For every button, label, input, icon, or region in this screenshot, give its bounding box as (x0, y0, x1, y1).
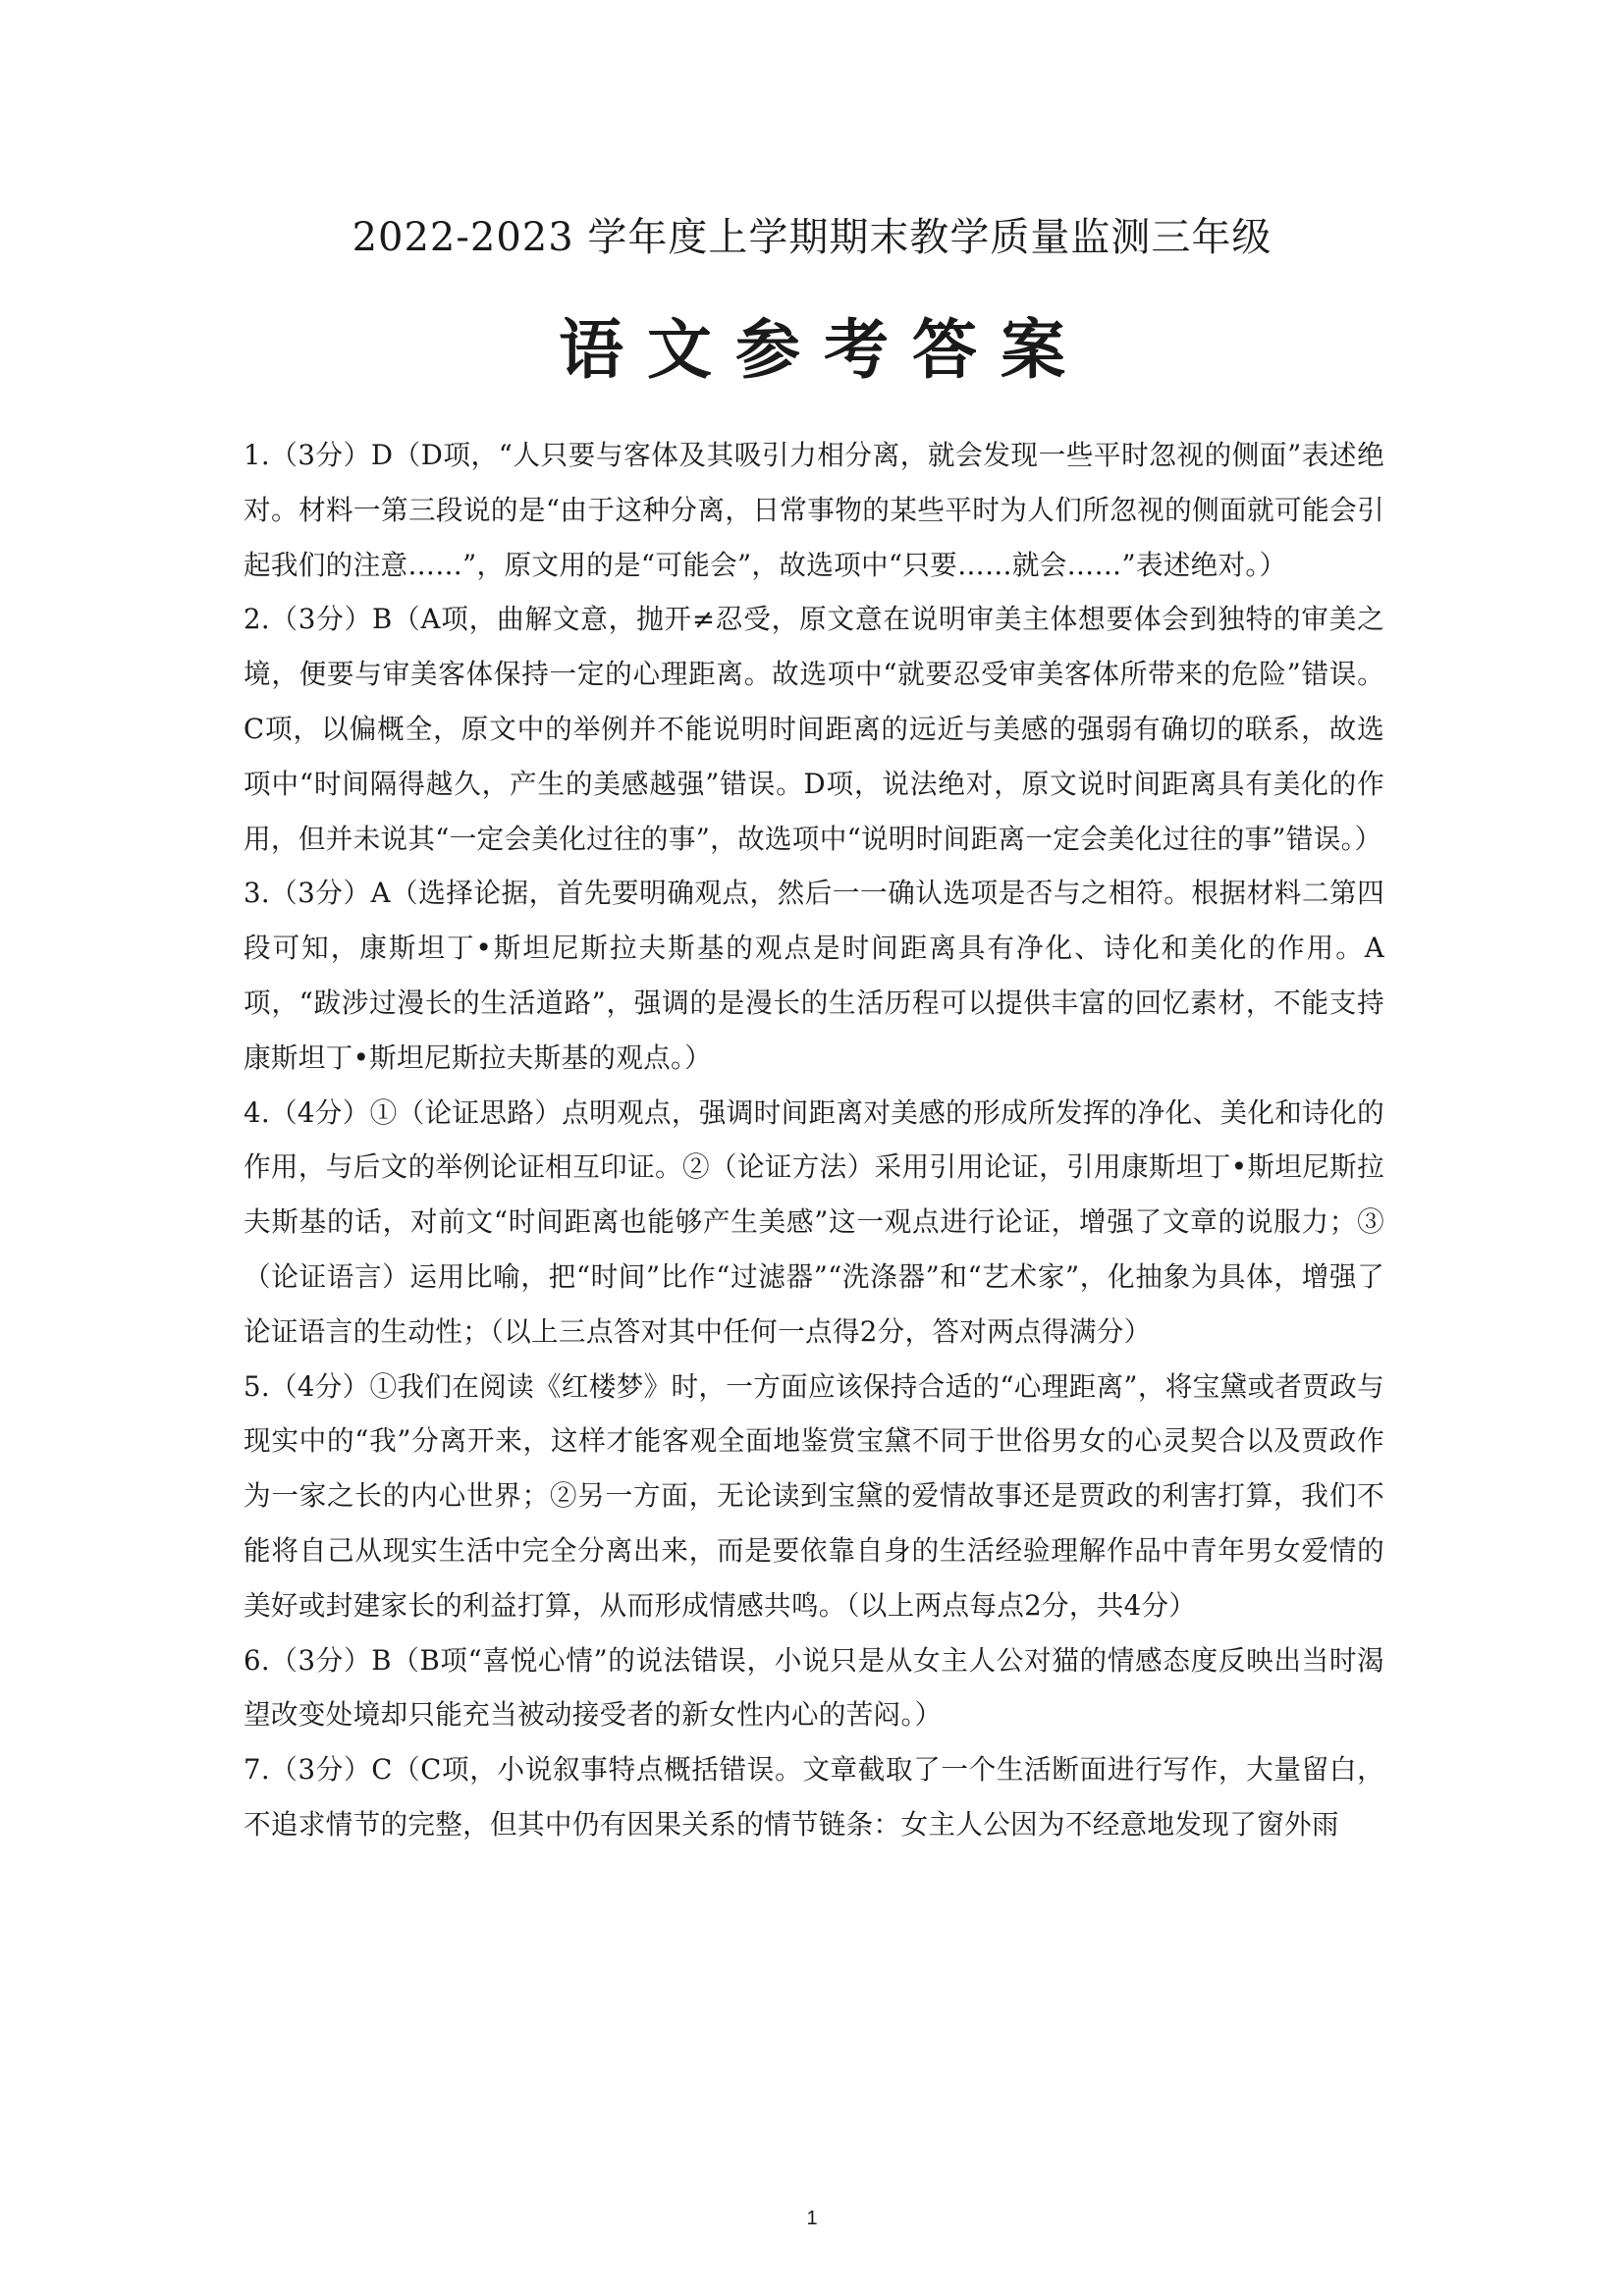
answer-text: 7.（3分）C（C项，小说叙事特点概括错误。文章截取了一个生活断面进行写作，大量留白，不追求情节的完整，但其中仍有因果关系的情节链条：女主人公因为不经意地发现了窗外雨 (244, 1753, 1384, 1841)
answer-text: 5.（4分）①我们在阅读《红楼梦》时，一方面应该保持合适的“心理距离”，将宝黛或者贾政与现实中的“我”分离开来，这样才能客观全面地鉴赏宝黛不同于世俗男女的心灵契合以及贾政作为一家之长的内心世界；②另一方面，无论读到宝黛的爱情故事还是贾政的利害打算，我们不能将自己从现实生活中完全分离出来，而是要依靠自身的生活经验理解作品中青年男女爱情的美好或封建家长的利益打算，从而形成情感共鸣。（以上两点每点2分，共4分） (244, 1369, 1384, 1622)
answer-text: 3.（3分）A（选择论据，首先要明确观点，然后一一确认选项是否与之相符。根据材料二第四段可知，康斯坦丁•斯坦尼斯拉夫斯基的观点是时间距离具有净化、诗化和美化的作用。A项，“跋涉过漫长的生活道路”，强调的是漫长的生活历程可以提供丰富的回忆素材，不能支持康斯坦丁•斯坦尼斯拉夫斯基的观点。） (244, 877, 1384, 1074)
document-title: 语文参考答案 (559, 312, 1089, 388)
answer-item-3 (244, 866, 1384, 1085)
answer-item-1 (244, 428, 1384, 592)
answer-item-2 (244, 592, 1384, 866)
answer-text: 2.（3分）B（A项，曲解文意，抛开≠忍受，原文意在说明审美主体想要体会到独特的审美之境，便要与审美客体保持一定的心理距离。故选项中“就要忍受审美客体所带来的危险”错误。C项，以偏概全，原文中的举例并不能说明时间距离的远近与美感的强弱有确切的联系，故选项中“时间隔得越久，产生的美感越强”错误。D项，说法绝对，原文说时间距离具有美化的作用，但并未说其“一定会美化过往的事”，故选项中“说明时间距离一定会美化过往的事”错误。） (244, 603, 1384, 855)
answer-text: 4.（4分）①（论证思路）点明观点，强调时间距离对美感的形成所发挥的净化、美化和诗化的作用，与后文的举例论证相互印证。②（论证方法）采用引用论证，引用康斯坦丁•斯坦尼斯拉夫斯基的话，对前文“时间距离也能够产生美感”这一观点进行论证，增强了文章的说服力；③（论证语言）运用比喻，把“时间”比作“过滤器”“洗涤器”和“艺术家”，化抽象为具体，增强了论证语言的生动性；（以上三点答对其中任何一点得2分，答对两点得满分） (244, 1095, 1384, 1348)
answer-item-4 (244, 1086, 1384, 1360)
answer-item-5 (244, 1360, 1384, 1633)
answer-text: 1.（3分）D（D项，“人只要与客体及其吸引力相分离，就会发现一些平时忽视的侧面”表述绝对。材料一第三段说的是“由于这种分离，日常事物的某些平时为人们所忽视的侧面就可能会引起我们的注意……”，原文用的是“可能会”，故选项中“只要……就会……”表述绝对。） (244, 439, 1384, 581)
answer-item-7 (244, 1742, 1384, 1852)
page-number: 1 (806, 2208, 818, 2229)
answer-text: 6.（3分）B（B项“喜悦心情”的说法错误，小说只是从女主人公对猫的情感态度反映出当时渴望改变处境却只能充当被动接受者的新女性内心的苦闷。） (244, 1643, 1384, 1732)
exam-subtitle: 2022-2023 学年度上学期期末教学质量监测三年级 (352, 215, 1272, 260)
answer-list (244, 428, 1384, 1852)
answer-item-6 (244, 1633, 1384, 1743)
